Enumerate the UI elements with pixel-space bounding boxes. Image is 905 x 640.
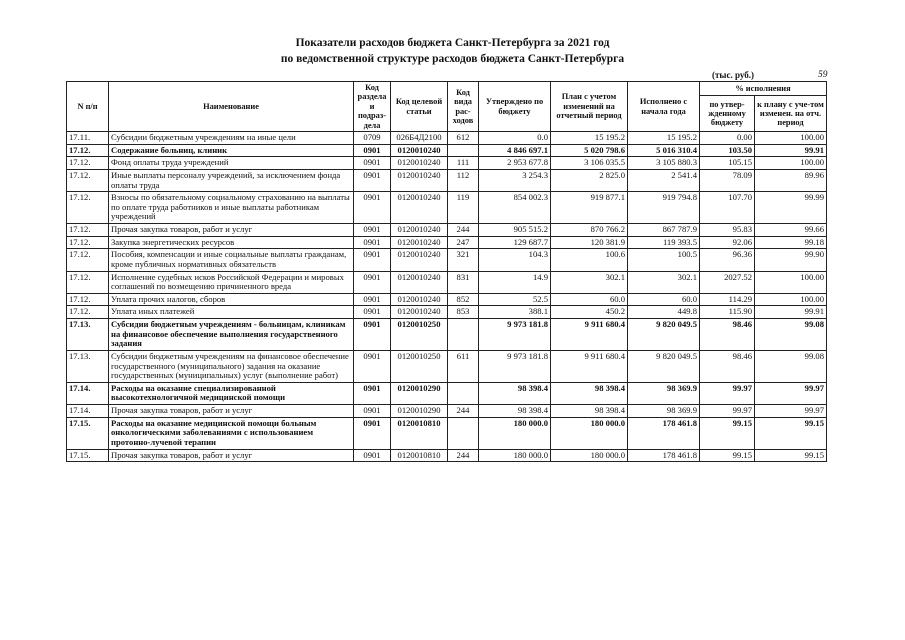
cell-type: 111 bbox=[448, 157, 479, 170]
cell-name: Содержание больниц, клиник bbox=[109, 144, 354, 157]
cell-pct-approved: 98.46 bbox=[700, 350, 755, 382]
cell-approved: 14.9 bbox=[479, 271, 551, 293]
cell-article: 0120010240 bbox=[391, 271, 448, 293]
cell-num: 17.13. bbox=[67, 319, 109, 351]
table-row bbox=[67, 449, 827, 462]
cell-type: 612 bbox=[448, 132, 479, 145]
cell-approved: 98 398.4 bbox=[479, 382, 551, 404]
cell-plan: 9 911 680.4 bbox=[551, 350, 628, 382]
cell-section: 0901 bbox=[354, 271, 391, 293]
cell-plan: 98 398.4 bbox=[551, 382, 628, 404]
cell-approved: 2 953 677.8 bbox=[479, 157, 551, 170]
document-title-line1: Показатели расходов бюджета Санкт-Петербурга за 2021 год bbox=[295, 37, 610, 49]
col-header-article: Код целевой статьи bbox=[391, 82, 448, 132]
cell-type: 853 bbox=[448, 306, 479, 319]
cell-name: Исполнение судебных исков Российской Федерации и мировых соглашений по возмещению причиненного вреда bbox=[109, 271, 354, 293]
cell-pct-plan: 99.99 bbox=[755, 192, 827, 224]
cell-pct-plan: 99.97 bbox=[755, 405, 827, 418]
cell-done: 98 369.9 bbox=[628, 382, 700, 404]
cell-approved: 905 515.2 bbox=[479, 224, 551, 237]
cell-approved: 388.1 bbox=[479, 306, 551, 319]
cell-pct-plan: 99.66 bbox=[755, 224, 827, 237]
cell-approved: 129 687.7 bbox=[479, 236, 551, 249]
col-header-approved: Утверждено по бюджету bbox=[479, 82, 551, 132]
cell-pct-approved: 0.00 bbox=[700, 132, 755, 145]
cell-pct-approved: 114.29 bbox=[700, 293, 755, 306]
cell-done: 9 820 049.5 bbox=[628, 319, 700, 351]
cell-approved: 0.0 bbox=[479, 132, 551, 145]
cell-done: 119 393.5 bbox=[628, 236, 700, 249]
cell-type bbox=[448, 417, 479, 449]
cell-section: 0901 bbox=[354, 319, 391, 351]
cell-name: Прочая закупка товаров, работ и услуг bbox=[109, 405, 354, 418]
cell-num: 17.14. bbox=[67, 382, 109, 404]
cell-pct-approved: 103.50 bbox=[700, 144, 755, 157]
cell-type: 244 bbox=[448, 449, 479, 462]
cell-done: 867 787.9 bbox=[628, 224, 700, 237]
cell-num: 17.15. bbox=[67, 417, 109, 449]
cell-pct-plan: 99.15 bbox=[755, 417, 827, 449]
cell-done: 15 195.2 bbox=[628, 132, 700, 145]
cell-article: 0120010810 bbox=[391, 417, 448, 449]
cell-plan: 2 825.0 bbox=[551, 169, 628, 191]
table-row bbox=[67, 293, 827, 306]
cell-name: Фонд оплаты труда учреждений bbox=[109, 157, 354, 170]
cell-type: 852 bbox=[448, 293, 479, 306]
cell-pct-approved: 95.83 bbox=[700, 224, 755, 237]
cell-name: Прочая закупка товаров, работ и услуг bbox=[109, 224, 354, 237]
cell-pct-approved: 92.06 bbox=[700, 236, 755, 249]
cell-article: 0120010240 bbox=[391, 236, 448, 249]
cell-done: 3 105 880.3 bbox=[628, 157, 700, 170]
table-body bbox=[67, 132, 827, 462]
col-header-pct-approved: по утвер-жденному бюджету bbox=[700, 96, 755, 132]
table-row bbox=[67, 417, 827, 449]
cell-name: Взносы по обязательному социальному страхованию на выплаты по оплате труда работников и иные выплаты работникам учреждений bbox=[109, 192, 354, 224]
cell-pct-plan: 99.08 bbox=[755, 319, 827, 351]
cell-name: Уплата прочих налогов, сборов bbox=[109, 293, 354, 306]
cell-pct-approved: 2027.52 bbox=[700, 271, 755, 293]
cell-plan: 302.1 bbox=[551, 271, 628, 293]
budget-table bbox=[66, 81, 827, 462]
cell-num: 17.12. bbox=[67, 157, 109, 170]
col-header-section: Код раздела и подраз-дела bbox=[354, 82, 391, 132]
cell-num: 17.12. bbox=[67, 169, 109, 191]
table-row bbox=[67, 236, 827, 249]
cell-name: Субсидии бюджетным учреждениям - больницам, клиникам на финансовое обеспечение выполнения государственного задания bbox=[109, 319, 354, 351]
col-header-pct-group: % исполнения bbox=[700, 82, 827, 96]
cell-section: 0901 bbox=[354, 192, 391, 224]
cell-type bbox=[448, 382, 479, 404]
cell-plan: 120 381.9 bbox=[551, 236, 628, 249]
cell-done: 60.0 bbox=[628, 293, 700, 306]
cell-pct-approved: 99.15 bbox=[700, 449, 755, 462]
cell-section: 0901 bbox=[354, 449, 391, 462]
cell-pct-approved: 96.36 bbox=[700, 249, 755, 271]
cell-type bbox=[448, 144, 479, 157]
cell-section: 0901 bbox=[354, 169, 391, 191]
cell-section: 0901 bbox=[354, 157, 391, 170]
table-row bbox=[67, 350, 827, 382]
cell-pct-plan: 99.18 bbox=[755, 236, 827, 249]
cell-article: 0120010240 bbox=[391, 157, 448, 170]
cell-type bbox=[448, 319, 479, 351]
cell-article: 0120010240 bbox=[391, 306, 448, 319]
table-row bbox=[67, 144, 827, 157]
cell-done: 302.1 bbox=[628, 271, 700, 293]
cell-done: 449.8 bbox=[628, 306, 700, 319]
cell-plan: 100.6 bbox=[551, 249, 628, 271]
cell-num: 17.13. bbox=[67, 350, 109, 382]
cell-pct-approved: 105.15 bbox=[700, 157, 755, 170]
cell-pct-plan: 99.97 bbox=[755, 382, 827, 404]
cell-name: Расходы на оказание специализированной высокотехнологичной медицинской помощи bbox=[109, 382, 354, 404]
cell-plan: 5 020 798.6 bbox=[551, 144, 628, 157]
cell-pct-plan: 100.00 bbox=[755, 132, 827, 145]
cell-name: Субсидии бюджетным учреждениям на иные цели bbox=[109, 132, 354, 145]
cell-name: Расходы на оказание медицинской помощи больным онкологическими заболеваниями с использованием протонно-лучевой терапии bbox=[109, 417, 354, 449]
cell-section: 0901 bbox=[354, 417, 391, 449]
cell-pct-plan: 99.90 bbox=[755, 249, 827, 271]
cell-plan: 180 000.0 bbox=[551, 417, 628, 449]
cell-pct-plan: 99.15 bbox=[755, 449, 827, 462]
cell-pct-approved: 99.97 bbox=[700, 405, 755, 418]
cell-plan: 60.0 bbox=[551, 293, 628, 306]
cell-section: 0901 bbox=[354, 405, 391, 418]
cell-name: Субсидии бюджетным учреждениям на финансовое обеспечение государственного (муниципального) задания на оказание государственных (муниципальных) услуг (выполнение работ) bbox=[109, 350, 354, 382]
table-row bbox=[67, 405, 827, 418]
cell-article: 0120010240 bbox=[391, 169, 448, 191]
cell-name: Уплата иных платежей bbox=[109, 306, 354, 319]
cell-plan: 15 195.2 bbox=[551, 132, 628, 145]
cell-type: 611 bbox=[448, 350, 479, 382]
cell-num: 17.12. bbox=[67, 236, 109, 249]
cell-num: 17.15. bbox=[67, 449, 109, 462]
table-row bbox=[67, 382, 827, 404]
col-header-done: Исполнено с начала года bbox=[628, 82, 700, 132]
cell-done: 100.5 bbox=[628, 249, 700, 271]
table-row bbox=[67, 224, 827, 237]
cell-pct-plan: 99.08 bbox=[755, 350, 827, 382]
cell-approved: 9 973 181.8 bbox=[479, 350, 551, 382]
col-header-plan: План с учетом изменений на отчетный период bbox=[551, 82, 628, 132]
cell-article: 0120010240 bbox=[391, 224, 448, 237]
cell-done: 9 820 049.5 bbox=[628, 350, 700, 382]
cell-num: 17.12. bbox=[67, 271, 109, 293]
cell-article: 0120010250 bbox=[391, 350, 448, 382]
table-header bbox=[67, 82, 827, 132]
cell-approved: 4 846 697.1 bbox=[479, 144, 551, 157]
cell-article: 0120010250 bbox=[391, 319, 448, 351]
cell-done: 178 461.8 bbox=[628, 449, 700, 462]
cell-plan: 870 766.2 bbox=[551, 224, 628, 237]
cell-article: 0120010240 bbox=[391, 192, 448, 224]
cell-section: 0901 bbox=[354, 350, 391, 382]
cell-pct-plan: 100.00 bbox=[755, 157, 827, 170]
cell-type: 244 bbox=[448, 405, 479, 418]
cell-article: 0120010240 bbox=[391, 249, 448, 271]
cell-plan: 98 398.4 bbox=[551, 405, 628, 418]
cell-num: 17.12. bbox=[67, 293, 109, 306]
cell-name: Пособия, компенсации и иные социальные выплаты гражданам, кроме публичных нормативных обязательств bbox=[109, 249, 354, 271]
cell-type: 831 bbox=[448, 271, 479, 293]
cell-type: 112 bbox=[448, 169, 479, 191]
cell-plan: 3 106 035.5 bbox=[551, 157, 628, 170]
cell-pct-approved: 107.70 bbox=[700, 192, 755, 224]
cell-section: 0709 bbox=[354, 132, 391, 145]
cell-pct-approved: 115.90 bbox=[700, 306, 755, 319]
cell-num: 17.12. bbox=[67, 224, 109, 237]
cell-num: 17.12. bbox=[67, 192, 109, 224]
table-row bbox=[67, 271, 827, 293]
table-row bbox=[67, 306, 827, 319]
cell-article: 0120010290 bbox=[391, 405, 448, 418]
cell-name: Иные выплаты персоналу учреждений, за исключением фонда оплаты труда bbox=[109, 169, 354, 191]
cell-pct-approved: 99.15 bbox=[700, 417, 755, 449]
cell-plan: 450.2 bbox=[551, 306, 628, 319]
cell-approved: 854 002.3 bbox=[479, 192, 551, 224]
cell-article: 0120010810 bbox=[391, 449, 448, 462]
cell-name: Закупка энергетических ресурсов bbox=[109, 236, 354, 249]
col-header-name: Наименование bbox=[109, 82, 354, 132]
cell-num: 17.14. bbox=[67, 405, 109, 418]
page-number: 59 bbox=[818, 70, 828, 80]
cell-pct-plan: 99.91 bbox=[755, 144, 827, 157]
cell-name: Прочая закупка товаров, работ и услуг bbox=[109, 449, 354, 462]
cell-done: 919 794.8 bbox=[628, 192, 700, 224]
table-row bbox=[67, 319, 827, 351]
cell-pct-plan: 100.00 bbox=[755, 293, 827, 306]
cell-num: 17.12. bbox=[67, 249, 109, 271]
col-header-pct-plan: к плану с уче-том изменен. на отч. период bbox=[755, 96, 827, 132]
cell-plan: 919 877.1 bbox=[551, 192, 628, 224]
table-row bbox=[67, 169, 827, 191]
table-row bbox=[67, 157, 827, 170]
cell-approved: 9 973 181.8 bbox=[479, 319, 551, 351]
cell-article: 026Б4Д2100 bbox=[391, 132, 448, 145]
cell-section: 0901 bbox=[354, 144, 391, 157]
cell-num: 17.11. bbox=[67, 132, 109, 145]
cell-section: 0901 bbox=[354, 306, 391, 319]
table-row bbox=[67, 249, 827, 271]
cell-pct-approved: 99.97 bbox=[700, 382, 755, 404]
cell-approved: 52.5 bbox=[479, 293, 551, 306]
cell-type: 244 bbox=[448, 224, 479, 237]
cell-done: 5 016 310.4 bbox=[628, 144, 700, 157]
cell-pct-plan: 99.91 bbox=[755, 306, 827, 319]
cell-pct-plan: 100.00 bbox=[755, 271, 827, 293]
cell-pct-plan: 89.96 bbox=[755, 169, 827, 191]
cell-approved: 3 254.3 bbox=[479, 169, 551, 191]
cell-approved: 104.3 bbox=[479, 249, 551, 271]
cell-done: 98 369.9 bbox=[628, 405, 700, 418]
cell-article: 0120010290 bbox=[391, 382, 448, 404]
table-row bbox=[67, 192, 827, 224]
cell-section: 0901 bbox=[354, 293, 391, 306]
cell-section: 0901 bbox=[354, 382, 391, 404]
units-label: (тыс. руб.) bbox=[712, 70, 754, 80]
cell-article: 0120010240 bbox=[391, 293, 448, 306]
cell-num: 17.12. bbox=[67, 144, 109, 157]
cell-type: 247 bbox=[448, 236, 479, 249]
cell-article: 0120010240 bbox=[391, 144, 448, 157]
cell-approved: 180 000.0 bbox=[479, 449, 551, 462]
cell-approved: 180 000.0 bbox=[479, 417, 551, 449]
cell-pct-approved: 78.09 bbox=[700, 169, 755, 191]
col-header-num: N п/п bbox=[67, 82, 109, 132]
cell-type: 119 bbox=[448, 192, 479, 224]
cell-section: 0901 bbox=[354, 224, 391, 237]
cell-type: 321 bbox=[448, 249, 479, 271]
cell-section: 0901 bbox=[354, 236, 391, 249]
cell-done: 2 541.4 bbox=[628, 169, 700, 191]
cell-approved: 98 398.4 bbox=[479, 405, 551, 418]
cell-pct-approved: 98.46 bbox=[700, 319, 755, 351]
cell-plan: 180 000.0 bbox=[551, 449, 628, 462]
col-header-type: Код вида рас-ходов bbox=[448, 82, 479, 132]
table-row bbox=[67, 132, 827, 145]
document-title-line2: по ведомственной структуре расходов бюджета Санкт-Петербурга bbox=[280, 53, 625, 65]
cell-section: 0901 bbox=[354, 249, 391, 271]
cell-num: 17.12. bbox=[67, 306, 109, 319]
cell-done: 178 461.8 bbox=[628, 417, 700, 449]
cell-plan: 9 911 680.4 bbox=[551, 319, 628, 351]
